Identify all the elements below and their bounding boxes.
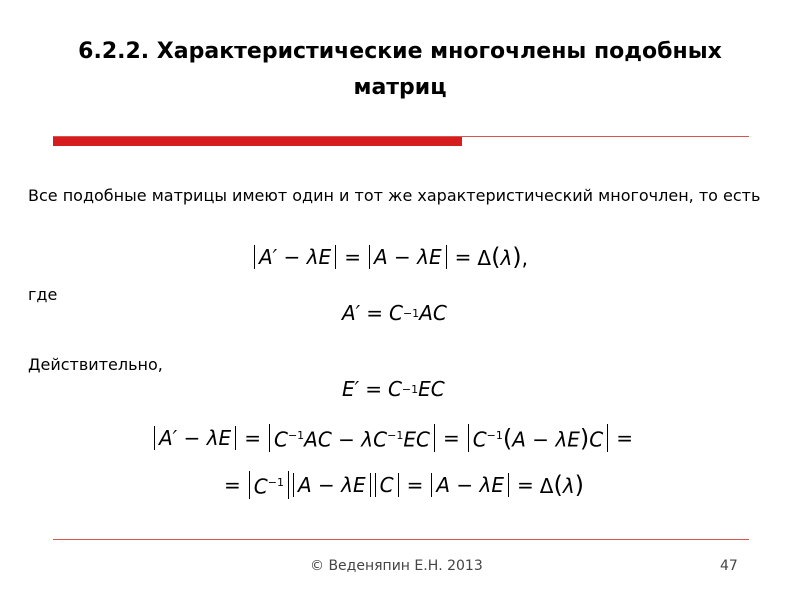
formula-similarity-a: A′ = C −1 AC <box>342 301 447 325</box>
indeed-label: Действительно, <box>28 355 163 374</box>
footer-copyright: © Веденяпин Е.Н. 2013 <box>310 558 483 574</box>
slide-title: 6.2.2. Характеристические многочлены подобных матриц <box>78 39 722 100</box>
where-label: где <box>28 285 58 304</box>
formula-characteristic-equality: A′ − λE = A − λE = Δ(λ), <box>252 243 528 271</box>
footer-divider <box>53 539 749 540</box>
formula-similarity-e: E′ = C −1 EC <box>342 377 445 401</box>
formula-derivation-line-1: A′ − λE = $C^{-1}AC - \lambda C^{-1}EC$ = $C^{-1}(A - \lambda E)C$ = <box>152 424 639 452</box>
formula-derivation-line-2: = $C^{-1}$ A − λE C = A − λE = Δ(λ) <box>224 471 585 499</box>
title-divider-accent <box>53 137 462 146</box>
intro-paragraph: Все подобные матрицы имеют один и тот же характеристический многочлен, то есть <box>28 186 761 205</box>
page-number: 47 <box>720 558 738 574</box>
